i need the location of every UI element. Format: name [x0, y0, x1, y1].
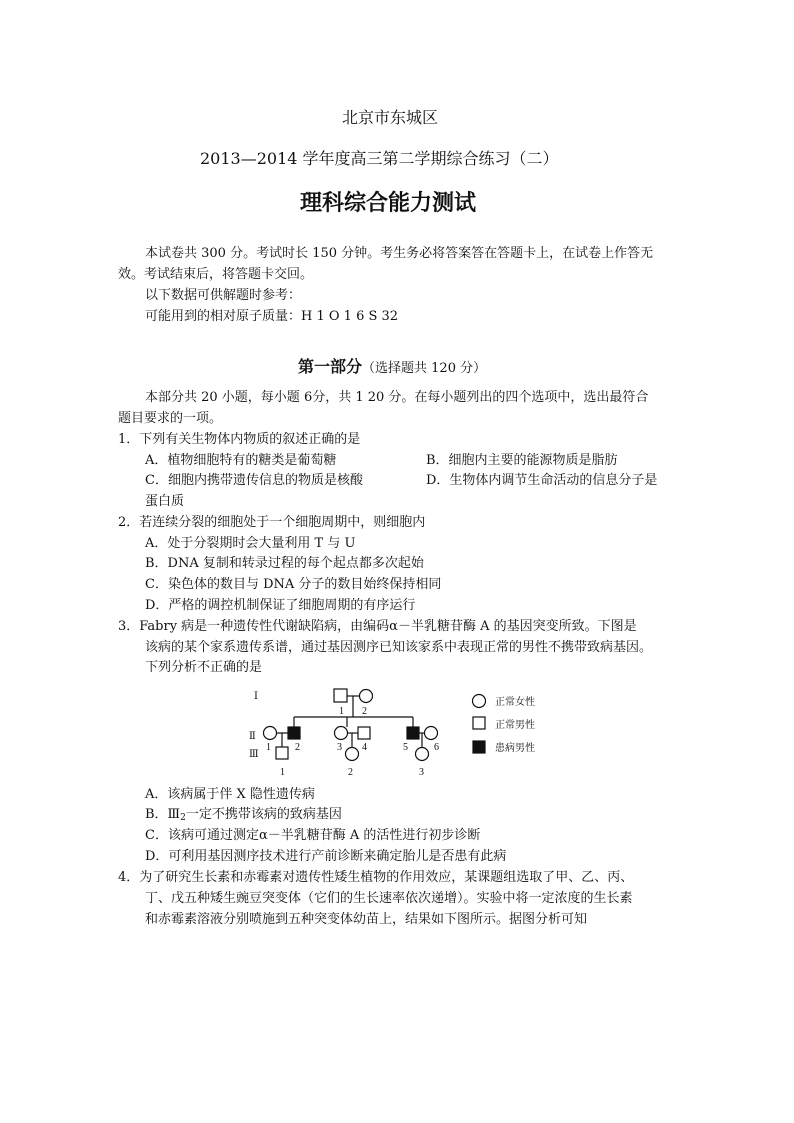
pedigree-male-I1 [334, 689, 347, 702]
pedigree-female-II3 [335, 727, 348, 740]
exam-name: 2013—2014 学年度高三第二学期综合练习（二） [200, 149, 559, 168]
part-instruction: 本部分共 20 小题，每小题 6分，共 1 20 分。在每小题列出的四个选项中，选出最符合 [145, 390, 649, 405]
number-label: 1 [339, 706, 344, 717]
option-a: A．该病属于伴 X 隐性遗传病 [145, 787, 315, 802]
question-stem: 下列分析不正确的是 [145, 660, 263, 675]
number-label: 4 [362, 742, 367, 753]
legend-affected-symbol [473, 741, 485, 753]
pedigree-female-III2 [346, 748, 359, 761]
number-label: 2 [348, 767, 353, 778]
option-a: A．植物细胞特有的糖类是葡萄糖 [145, 453, 337, 468]
option-c: C．染色体的数目与 DNA 分子的数目始终保持相同 [145, 577, 442, 592]
option-d-cont: 蛋白质 [145, 494, 185, 509]
number-label: 1 [266, 742, 271, 753]
legend-male-symbol [473, 717, 485, 729]
question-stem: 1．下列有关生物体内物质的叙述正确的是 [118, 432, 361, 447]
intro-line: 效。考试结束后，将答题卡交回。 [118, 267, 314, 282]
question-stem: 和赤霉素溶液分别喷施到五种突变体幼苗上，结果如下图所示。据图分析可知 [145, 912, 588, 927]
legend-affected-label: 患病男性 [495, 743, 535, 754]
option-c: C．该病可通过测定α－半乳糖苷酶 A 的活性进行初步诊断 [145, 828, 481, 843]
intro-line: 本试卷共 300 分。考试时长 150 分钟。考生务必将答案答在答题卡上，在试卷上作答无 [145, 246, 654, 261]
pedigree-affected-male-II5 [407, 727, 419, 739]
question-stem: 3．Fabry 病是一种遗传性代谢缺陷病，由编码α－半乳糖苷酶 A 的基因突变所致。下图是 [118, 619, 637, 634]
gen-label-II: Ⅱ [249, 731, 256, 742]
question-stem: 丁、戊五种矮生豌豆突变体（它们的生长速率依次递增）。实验中将一定浓度的生长素 [145, 891, 633, 906]
gen-label-III: Ⅲ [249, 749, 259, 760]
pedigree-female-II6 [425, 727, 438, 740]
part-instruction: 题目要求的一项。 [118, 411, 223, 426]
legend-male-label: 正常男性 [495, 720, 535, 731]
number-label: 3 [419, 767, 424, 778]
intro-line: 以下数据可供解题时参考： [145, 288, 302, 303]
district-title: 北京市东城区 [342, 108, 439, 127]
option-d: D．生物体内调节生命活动的信息分子是 [426, 473, 658, 488]
option-a: A．处于分裂期时会大量利用 T 与 U [145, 536, 356, 551]
pedigree-male-II4 [358, 727, 370, 739]
subject-title: 理科综合能力测试 [300, 190, 477, 216]
pedigree-female-III3 [416, 748, 429, 761]
option-d: D．可利用基因测序技术进行产前诊断来确定胎儿是否患有此病 [145, 849, 507, 864]
part-title: 第一部分 [298, 357, 363, 376]
question-stem: 2．若连续分裂的细胞处于一个细胞周期中，则细胞内 [118, 515, 426, 530]
option-b: B．DNA 复制和转录过程的每个起点都多次起始 [145, 556, 424, 571]
number-label: 2 [295, 742, 300, 753]
legend-female-symbol [473, 695, 486, 708]
number-label: 3 [337, 742, 342, 753]
intro-line: 可能用到的相对原子质量：H 1 O 1 6 S 32 [145, 309, 399, 324]
option-b: B．$Ⅲ_2$一定不携带该病的致病基因 [145, 807, 342, 823]
option-c: C．细胞内携带遗传信息的物质是核酸 [145, 473, 363, 488]
pedigree-male-III1 [276, 747, 288, 759]
question-stem: 4．为了研究生长素和赤霉素对遗传性矮生植物的作用效应，某课题组选取了甲、乙、丙、 [118, 870, 634, 885]
option-b: B．细胞内主要的能源物质是脂肪 [426, 453, 618, 468]
gen-label-I: Ⅰ [254, 691, 258, 702]
question-stem: 该病的某个家系遗传系谱，通过基因测序已知该家系中表现正常的男性不携带致病基因。 [145, 640, 653, 655]
option-d: D．严格的调控机制保证了细胞周期的有序运行 [145, 598, 416, 613]
number-label: 1 [280, 767, 285, 778]
legend-female-label: 正常女性 [495, 697, 535, 708]
pedigree-diagram [240, 686, 560, 780]
number-label: 2 [362, 706, 367, 717]
part-heading [298, 359, 486, 375]
pedigree-affected-male-II2 [288, 727, 300, 739]
number-label: 5 [403, 742, 408, 753]
part-title-note: （选择题共 120 分） [362, 361, 487, 376]
pedigree-female-I2 [360, 690, 373, 703]
number-label: 6 [434, 742, 439, 753]
pedigree-female-II1 [264, 727, 277, 740]
